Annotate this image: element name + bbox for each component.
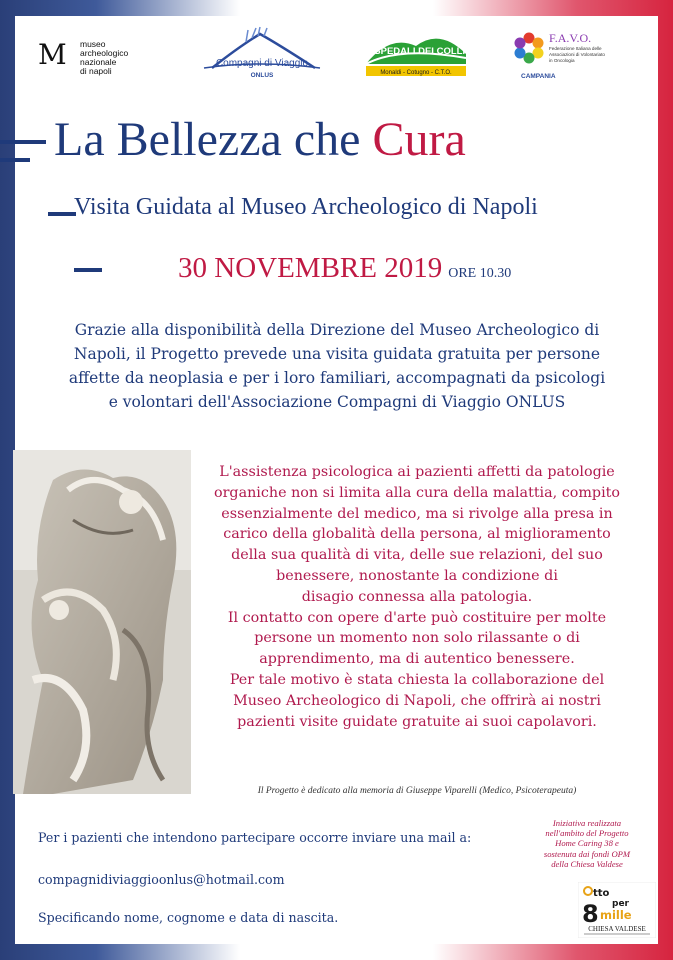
intro-line: e volontari dell'Associazione Compagni di Viaggio ONLUS bbox=[108, 393, 566, 411]
otto-top-text: tto bbox=[593, 888, 610, 899]
body-line: L'assistenza psicologica ai pazienti affetti da patologie bbox=[219, 464, 615, 480]
initiative-line: nell'ambito del Progetto bbox=[545, 828, 629, 839]
initiative-line: della Chiesa Valdese bbox=[551, 858, 623, 869]
decorative-dash bbox=[48, 212, 76, 216]
body-line: apprendimento, ma di autentico benessere. bbox=[259, 651, 575, 668]
intro-line: Grazie alla disponibilità della Direzione del Museo Archeologico di bbox=[74, 321, 600, 339]
body-line: disagio connessa alla patologia. bbox=[301, 588, 533, 605]
logo-text-line: nazionale bbox=[80, 57, 117, 67]
body-line: Il contatto con opere d'arte può costituire per molte bbox=[227, 609, 607, 626]
body-line: della sua qualità di vita, delle sue relazioni, del suo bbox=[231, 547, 603, 564]
logo-text-line: di napoli bbox=[80, 66, 112, 76]
contact-email[interactable]: compagnidiviaggioonlus@hotmail.com bbox=[38, 872, 285, 887]
favo-logo-region: CAMPANIA bbox=[521, 73, 556, 80]
otto-per-text: per bbox=[612, 899, 629, 909]
favo-logo bbox=[513, 28, 623, 88]
intro-paragraph bbox=[24, 318, 650, 414]
body-line: essenzialmente del medico, ma si rivolge alla presa in bbox=[221, 505, 613, 522]
event-date: 30 NOVEMBRE 2019 bbox=[178, 252, 443, 284]
body-line: organiche non si limita alla cura della malattia, compito bbox=[213, 484, 620, 501]
dedication-note: Il Progetto è dedicato alla memoria di Giuseppe Viparelli (Medico, Psicoterapeuta) bbox=[257, 786, 577, 796]
initiative-line: Iniziativa realizzata bbox=[552, 818, 622, 828]
mann-monogram-icon: M bbox=[38, 38, 67, 71]
initiative-line: sostenuta dai fondi OPM bbox=[543, 848, 631, 859]
museo-archeologico-logo bbox=[38, 36, 158, 76]
page-title bbox=[54, 112, 466, 167]
initiative-note bbox=[526, 818, 648, 869]
body-line: benessere, nonostante la condizione di bbox=[276, 567, 558, 584]
intro-line: Napoli, il Progetto prevede una visita guidata gratuita per persone bbox=[73, 345, 601, 363]
otto-mille-text: mille bbox=[600, 908, 632, 922]
favo-logo-name: F.A.V.O. bbox=[549, 31, 592, 45]
page-subtitle: Visita Guidata al Museo Archeologico di Napoli bbox=[74, 194, 538, 220]
body-paragraph bbox=[196, 462, 638, 732]
ospedali-dei-colli-logo bbox=[360, 24, 472, 80]
logo-text-line: archeologico bbox=[80, 48, 129, 58]
title-accent: Cura bbox=[372, 113, 466, 166]
ospedali-logo-name: OSPEDALI DEI COLLI bbox=[366, 46, 466, 57]
decorative-dash bbox=[74, 268, 102, 272]
body-line: Per tale motivo è stata chiesta la collaborazione del bbox=[229, 671, 605, 688]
ospedali-logo-sub: Monaldi - Cotugno - C.T.O. bbox=[380, 70, 452, 76]
event-time: ORE 10.30 bbox=[448, 266, 512, 281]
contact-instruction: Per i pazienti che intendono partecipare occorre inviare una mail a: bbox=[38, 830, 472, 845]
compagni-logo-name: Compagni di Viaggio bbox=[215, 58, 309, 69]
otto-eight-text: 8 bbox=[582, 900, 599, 928]
compagni-logo-suffix: ONLUS bbox=[250, 72, 274, 79]
decorative-dash bbox=[0, 158, 30, 162]
contact-details: Specificando nome, cognome e data di nascita. bbox=[38, 910, 339, 925]
compagni-di-viaggio-logo bbox=[200, 24, 325, 82]
logo-text-line: museo bbox=[80, 39, 106, 49]
initiative-line: Home Caring 38 e bbox=[555, 838, 619, 849]
intro-line: affette da neoplasia e per i loro familiari, accompagnati da psicologi bbox=[68, 369, 606, 387]
event-date-line bbox=[178, 252, 511, 285]
farnese-bull-statue-image bbox=[13, 450, 191, 794]
favo-flower-icon bbox=[515, 33, 544, 64]
favo-logo-desc: Federazione Italiana delle bbox=[549, 46, 602, 51]
otto-church-text: CHIESA VALDESE bbox=[588, 925, 646, 933]
favo-logo-desc: in Oncologia bbox=[549, 58, 575, 63]
body-line: carico della globalità della persona, al miglioramento bbox=[223, 526, 611, 543]
body-line: Museo Archeologico di Napoli, che offrirà ai nostri bbox=[233, 692, 601, 709]
otto-per-mille-logo bbox=[578, 882, 656, 938]
favo-logo-desc: Associazioni di Volontariato bbox=[549, 52, 605, 57]
body-line: pazienti visite guidate gratuite ai suoi capolavori. bbox=[237, 713, 597, 730]
body-line: persone un momento non solo rilassante o di bbox=[254, 630, 580, 647]
title-main: La Bellezza che bbox=[54, 113, 361, 166]
decorative-dash bbox=[0, 140, 46, 144]
